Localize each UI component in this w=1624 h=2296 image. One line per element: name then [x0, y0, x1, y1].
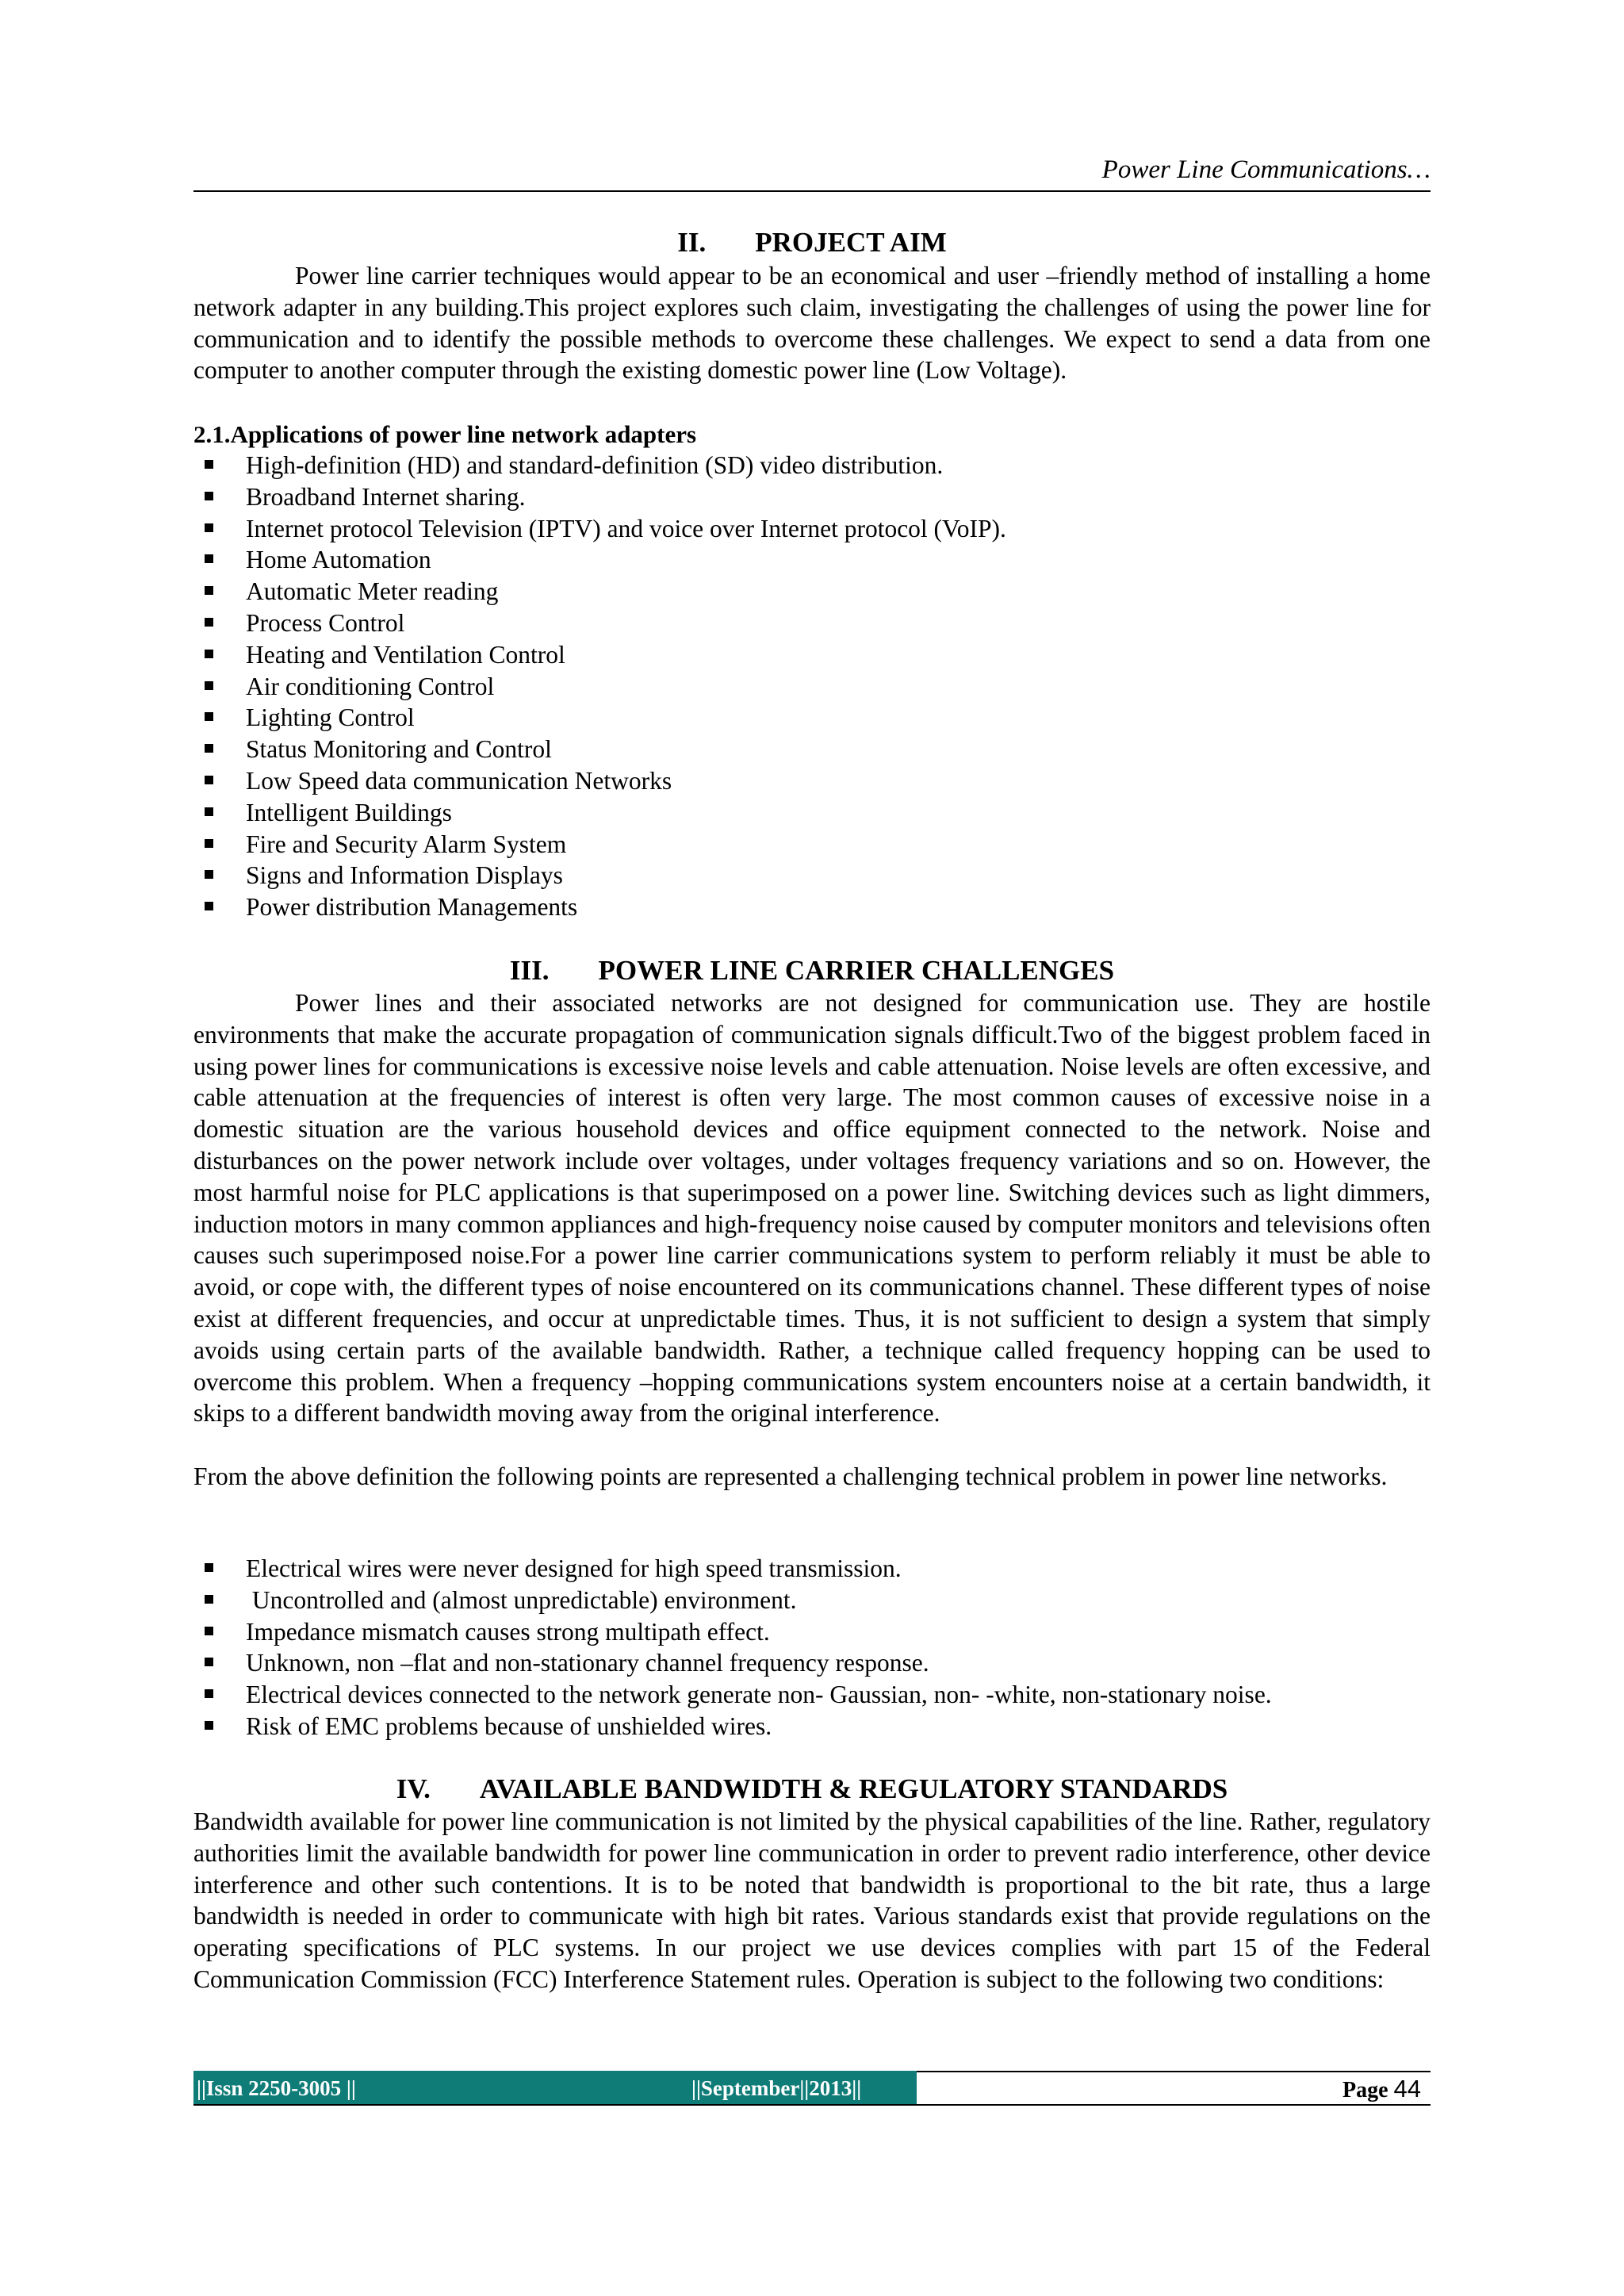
list-item: Low Speed data communication Networks	[193, 765, 1431, 797]
bullet-square-icon	[205, 618, 213, 627]
section-4-number: IV.	[396, 1773, 431, 1804]
bullet-square-icon	[205, 460, 213, 469]
bullet-square-icon	[205, 1689, 213, 1698]
footer-page	[1342, 2075, 1421, 2103]
bullet-square-icon	[205, 776, 213, 784]
list-item: Status Monitoring and Control	[193, 734, 1431, 765]
footer-issn: ||Issn 2250-3005 ||	[197, 2076, 356, 2100]
bullet-square-icon	[205, 744, 213, 753]
list-item: Heating and Ventilation Control	[193, 639, 1431, 671]
applications-list	[193, 450, 1431, 923]
list-item: Signs and Information Displays	[193, 860, 1431, 891]
section-4-heading	[193, 1773, 1431, 1805]
page-footer	[193, 2071, 1431, 2106]
bullet-square-icon	[205, 523, 213, 532]
bullet-square-icon	[205, 1595, 213, 1604]
section-3-paragraph: Power lines and their associated networks are not designed for communication use. They are hostile environments that make the accurate propagation of communication signals difficult.Two of the biggest problem faced in using power lines for communications is excessive noise levels and cable attenuation. Noise levels are often excessive, and cable attenuation at the frequencies of interest is often very large. The most common causes of excessive noise in a domestic situation are the various household devices and office equipment connected to the network. Noise and disturbances on the power network include over voltages, under voltages frequency variations and so on. However, the most harmful noise for PLC applications is that superimposed on a power line. Switching devices such as light dimmers, induction motors in many common appliances and high-frequency noise caused by computer monitors and televisions often causes such superimposed noise.For a power line carrier communications system to perform reliably it must be able to avoid, or cope with, the different types of noise encountered on its communications channel. These different types of noise exist at different frequencies, and occur at unpredictable times. Thus, it is not sufficient to design a system that simply avoids using certain parts of the available bandwidth. Rather, a technique called frequency hopping can be used to overcome this problem. When a frequency –hopping communications system encounters noise at a certain bandwidth, it skips to a different bandwidth moving away from the original interference.	[193, 989, 1431, 1428]
section-3-paragraph-2: From the above definition the following points are represented a challenging technical problem in power line networks.	[193, 1462, 1388, 1490]
header-rule	[193, 190, 1431, 192]
list-item: Electrical wires were never designed for high speed transmission.	[193, 1553, 1431, 1585]
section-2-number: II.	[677, 227, 707, 258]
section-4-title: AVAILABLE BANDWIDTH & REGULATORY STANDARDS	[479, 1773, 1228, 1804]
bullet-square-icon	[205, 1721, 213, 1730]
footer-date: ||September||2013||	[691, 2076, 862, 2100]
section-3-title: POWER LINE CARRIER CHALLENGES	[598, 955, 1115, 986]
bullet-square-icon	[205, 1627, 213, 1635]
challenges-list	[193, 1553, 1431, 1742]
list-item: Uncontrolled and (almost unpredictable) environment.	[193, 1585, 1431, 1616]
list-item: Broadband Internet sharing.	[193, 481, 1431, 513]
bullet-square-icon	[205, 712, 213, 721]
subsection-2-1-heading: 2.1.Applications of power line network adapters	[193, 420, 697, 448]
list-item: Impedance mismatch causes strong multipath effect.	[193, 1616, 1431, 1648]
bullet-square-icon	[205, 586, 213, 595]
list-item: Power distribution Managements	[193, 891, 1431, 923]
list-item: Home Automation	[193, 544, 1431, 576]
list-item: Process Control	[193, 608, 1431, 639]
list-item: Air conditioning Control	[193, 671, 1431, 703]
running-header: Power Line Communications…	[1101, 155, 1431, 184]
section-4-paragraph: Bandwidth available for power line communication is not limited by the physical capabilities of the line. Rather, regulatory authorities limit the available bandwidth for power line communication in order to prevent radio interference, other device interference and other such contentions. It is to be noted that bandwidth is proportional to the bit rate, thus a large bandwidth is needed in order to communicate with high bit rates. Various standards exist that provide regulations on the operating specifications of PLC systems. In our project we use devices complies with part 15 of the Federal Communication Commission (FCC) Interference Statement rules. Operation is subject to the following two conditions:	[193, 1807, 1431, 1993]
section-2-title: PROJECT AIM	[755, 227, 947, 258]
section-3-heading	[193, 955, 1431, 987]
bullet-square-icon	[205, 1658, 213, 1666]
list-item: Electrical devices connected to the network generate non- Gaussian, non- -white, non-stationary noise.	[193, 1679, 1431, 1711]
bullet-square-icon	[205, 807, 213, 816]
bullet-square-icon	[205, 554, 213, 563]
list-item: High-definition (HD) and standard-definition (SD) video distribution.	[193, 450, 1431, 481]
list-item: Internet protocol Television (IPTV) and voice over Internet protocol (VoIP).	[193, 513, 1431, 545]
footer-rule	[193, 2104, 1431, 2106]
bullet-square-icon	[205, 1563, 213, 1572]
section-2-paragraph: Power line carrier techniques would appear to be an economical and user –friendly method of installing a home network adapter in any building.This project explores such claim, investigating the challenges of using the power line for communication and to identify the possible methods to overcome these challenges. We expect to send a data from one computer to another computer through the existing domestic power line (Low Voltage).	[193, 262, 1431, 385]
bullet-square-icon	[205, 492, 213, 500]
list-item: Automatic Meter reading	[193, 576, 1431, 608]
list-item: Lighting Control	[193, 702, 1431, 734]
footer-page-number: 44	[1393, 2075, 1421, 2102]
section-2-heading	[193, 227, 1431, 259]
bullet-square-icon	[205, 681, 213, 690]
footer-top-rule	[917, 2071, 1431, 2072]
list-item: Risk of EMC problems because of unshielded wires.	[193, 1711, 1431, 1742]
section-3-number: III.	[509, 955, 550, 986]
bullet-square-icon	[205, 839, 213, 848]
list-item: Intelligent Buildings	[193, 797, 1431, 829]
bullet-square-icon	[205, 650, 213, 658]
footer-page-label: Page	[1342, 2078, 1394, 2102]
list-item: Fire and Security Alarm System	[193, 829, 1431, 861]
list-item: Unknown, non –flat and non-stationary channel frequency response.	[193, 1647, 1431, 1679]
bullet-square-icon	[205, 902, 213, 910]
bullet-square-icon	[205, 870, 213, 879]
